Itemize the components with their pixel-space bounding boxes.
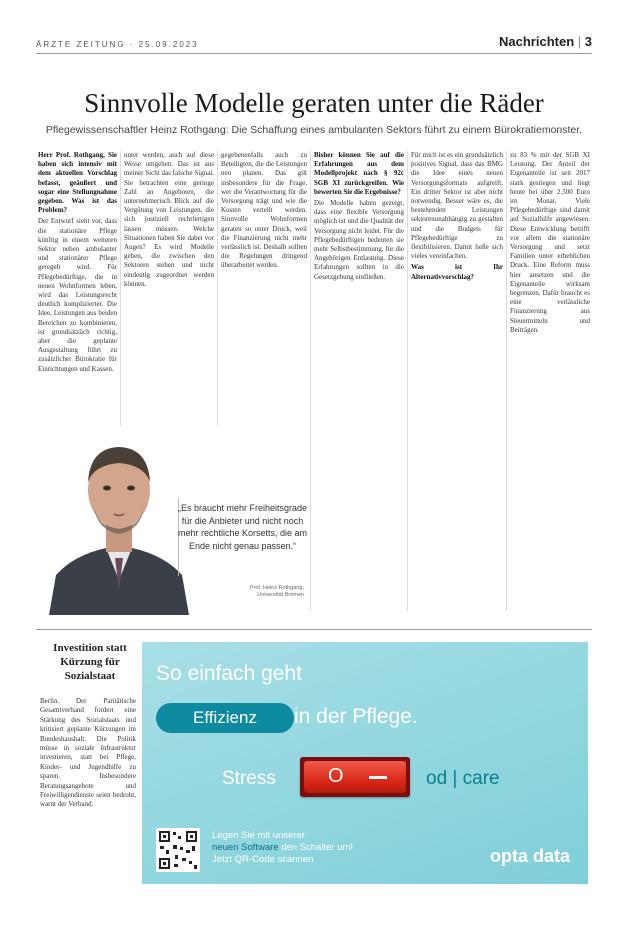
article-paragraph: zu 83 % mit der SGB XI Leistung. Der Anteil der Eigenanteile ist seit 2017 stark gestiegen und liegt heute bei über 2.500 Euro im Monat. Viele Pflegebedürftige sind damit auf Sozialhilfe angewiesen. Diese Entwicklung betrifft vor allem die stationäre Versorgung und setzt Familien unter erheblichen Druck. Eine Reform muss hier ansetzen und die Eigenanteile wirksam begrenzen. Dafür braucht es eine verlässliche Finanzierung aus Steuermitteln und Beiträgen.	[510, 151, 590, 334]
sidebar-body: Berlin. Der Paritätische Gesamtverband fordert eine Stärkung des Sozialstaats und kritisiert geplante Kürzungen im Bundeshaushalt. Die Politik müsse in soziale Infrastruktur investieren, statt bei Pflege, Kinder- und Jugendhilfe zu sparen. Insbesondere Beratungsangebote und Freiwilligendienste seien bedroht, warnt der Verband.	[40, 697, 136, 809]
article-column-2	[124, 151, 214, 431]
interview-question: Bisher können Sie auf die Erfahrungen aus dem Modellprojekt nach § 92c SGB XI zurückgreifen. Wie bewerten Sie die Ergebnisse?	[314, 151, 404, 196]
switch-rocker	[304, 761, 406, 793]
column-divider	[407, 151, 408, 611]
article-paragraph: Die Modelle haben gezeigt, dass eine flexible Versorgung möglich ist und die Qualität der Versorgung nicht leidet. Für die Pflegebedürftigen bedeuten sie mehr Selbstbestimmung, für die Angehörigen Entlastung. Diese Erfahrungen sollten in die Gesetzgebung einfließen.	[314, 199, 404, 281]
article-paragraph: gegebenenfalls auch zu Beteiligten, die die Leistungen neu planen. Das gilt insbesondere für die Frage, wer die Verantwortung für die Versorgung trägt und wie die Kosten verteilt werden. Sinnvolle Wohnformen geraten so unter Druck, weil die Finanzierung nicht mehr verlässlich ist. Deshalb sollten die Regelungen dringend überarbeitet werden.	[221, 151, 307, 270]
interview-question: Herr Prof. Rothgang, Sie haben sich intensiv mit dem aktuellen Vorschlag befasst, geäußert und sogar eine Stellungnahme gegeben. Was ist das Problem?	[38, 151, 117, 215]
ad-cta-rest: den Schalter um!	[281, 842, 354, 853]
switch-on-label: O	[328, 765, 344, 787]
header-edition: ÄRZTE ZEITUNG · 25.09.2023	[36, 40, 199, 49]
ad-call-to-action	[212, 830, 353, 866]
pull-quote: „Es braucht mehr Freiheitsgrade für die Anbieter und nicht noch mehr rechtliche Korsetts, die am Ende nicht genau passen.“	[177, 503, 308, 551]
advertisement[interactable]	[142, 642, 588, 884]
article-paragraph: unter werden, auch auf diese Weise umgehen. Das ist aus meiner Sicht das falsche Signal. Sie betrachten eine geringe Zahl an Angeboten, die unternehmerisch Blick auf die Vergütung von Leistungen, die sich justiziell rechtfertigen lassen müssen. Welche Situationen haben Sie dabei vor Augen? Es wird Modelle geben, die zwischen den Sektoren stehen und nicht eindeutig zugeordnet werden können.	[124, 151, 214, 288]
article-lead: Pflegewissenschaftler Heinz Rothgang: Die Schaffung eines ambulanten Sektors führt zu einem Bürokratiemonster.	[45, 124, 583, 136]
ad-logo: opta data	[489, 846, 570, 866]
switch-dash-icon	[369, 776, 387, 779]
header-section: Nachrichten | 3	[499, 34, 592, 49]
portrait-photo	[44, 430, 194, 615]
article-paragraph: Für mich ist es ein grundsätzlich positives Signal, dass das BMG die Idee eines neuen Versorgungsformats aufgreift. Ein dritter Sektor ist aber nicht notwendig. Besser wäre es, die bestehenden Leistungen sektorenunabhängig zu gestalten und die Budgets für Pflegebedürftige zu flexibilisieren. Damit ließe sich vieles vereinfachen.	[411, 151, 503, 261]
ad-stress-label: Stress	[222, 768, 276, 789]
ad-cta-line-1: Legen Sie mit unserer	[212, 830, 305, 841]
header-section-name: Nachrichten	[499, 34, 575, 49]
section-rule	[36, 629, 592, 630]
article-column-3	[221, 151, 307, 481]
interview-question: Was ist Ihr Alternativvorschlag?	[411, 263, 503, 281]
column-divider	[217, 151, 218, 426]
ad-brand-word: od | care	[426, 768, 500, 789]
ad-cta-line-2	[212, 842, 353, 854]
photo-credit: Prof. Heinz Rothgang, Universität Bremen	[249, 585, 304, 598]
article-column-6	[510, 151, 590, 611]
article-title: Sinnvolle Modelle geraten unter die Räder	[84, 88, 544, 118]
page-number: 3	[584, 34, 592, 49]
qr-code-icon[interactable]	[156, 828, 200, 872]
ad-cta-line-3: Jetzt QR-Code scannen	[212, 854, 314, 865]
article-paragraph: Der Entwurf sieht vor, dass die stationäre Pflege künftig in einem weiteren Sektor neben ambulanter und stationärer Pflege geregelt wird. Für Pflegebedürftige, die in neuen Wohnformen leben, wird das Leistungsrecht deutlich komplizierter. Die Idee, Leistungen aus beiden Bereichen zu kombinieren, ist grundsätzlich richtig, aber die geplante Ausgestaltung führt zu zusätzlicher Bürokratie für Einrichtungen und Kassen.	[38, 217, 117, 373]
column-divider	[506, 151, 507, 611]
ad-highlight-pill: Effizienz	[156, 703, 294, 733]
article-column-5	[411, 151, 503, 611]
column-divider	[120, 151, 121, 426]
ad-switch-graphic	[300, 757, 410, 797]
header-rule	[36, 53, 592, 54]
ad-headline-2: in der Pflege.	[294, 705, 418, 728]
ad-headline: So einfach geht	[156, 662, 302, 685]
ad-cta-highlight: neuen Software	[212, 842, 279, 853]
article-column-4	[314, 151, 404, 611]
sidebar-headline: Investition statt Kürzung für Sozialstaat	[53, 642, 127, 682]
column-divider	[310, 151, 311, 611]
